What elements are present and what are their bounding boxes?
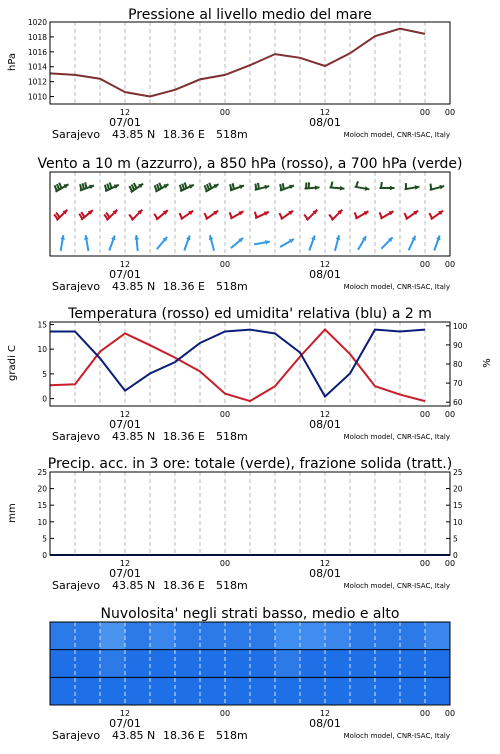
wind-barb [129,183,143,192]
wind-barb [180,183,194,192]
wind-barb [329,210,342,221]
hour-tick-label: 12 [120,559,130,568]
wind-barb-feather [110,183,112,189]
location-lat: 43.85 N [112,430,155,443]
wind-barb [109,235,115,250]
cloud-cell [275,622,301,650]
y-tick-label: 25 [453,468,463,477]
cloud-cell [225,622,251,650]
wind-barb [84,235,89,251]
cloud-cell [325,677,351,705]
wind-barb-feather [105,185,107,191]
cloud-cell [150,650,176,678]
cloud-cell [425,650,451,678]
wind-barb-feather [230,212,232,218]
location-name: Sarajevo [52,128,100,141]
location-elev: 518m [216,579,248,592]
y-tick-label: 20 [37,485,47,494]
wind-barb [155,183,169,192]
cloud-cell [275,677,301,705]
date-label: 07/01 [109,268,141,281]
wind-barb [409,236,416,251]
hour-tick-label: 00 [445,108,455,117]
wind-barb-feather [205,185,207,191]
y-tick-label: 70 [453,379,463,388]
wind-barb [79,210,93,220]
wind-barb-feather [356,181,358,187]
y-tick-label: 1018 [28,33,47,42]
wind-barb [231,238,243,248]
y-tick-label: 0 [42,395,47,404]
temp-rh-title: Temperatura (rosso) ed umidita' relativa (blu) a 2 m [67,306,432,322]
location-lon: 18.36 E [163,729,205,742]
cloud-cell [250,622,276,650]
wind-barb-feather [57,184,59,190]
y-tick-label: 0 [453,551,458,560]
wind-barb-feather [331,182,332,188]
y-tick-label: 1012 [28,78,47,87]
hour-tick-label: 00 [220,559,230,568]
wind-barb [304,210,317,221]
location-elev: 518m [216,430,248,443]
location-lat: 43.85 N [112,128,155,141]
cloud-cell [150,622,176,650]
wind-barb-feather [59,183,61,189]
wind-barb [205,183,219,192]
y-tick-label: 5 [42,370,47,379]
cloud-cell [150,677,176,705]
cloud-cell [125,622,151,650]
location-lon: 18.36 E [163,128,205,141]
wind-barb-feather [85,182,86,188]
precip-ylabel: mm [7,503,18,522]
wind-barb [184,235,190,250]
hour-tick-label: 00 [420,108,430,117]
wind-barb-feather [255,184,256,190]
hour-tick-label: 00 [220,260,230,269]
cloud-cell [175,622,201,650]
hour-tick-label: 00 [220,108,230,117]
cloud-cell [50,622,76,650]
temp-rh-panel [7,306,493,443]
cloud-cell [300,677,326,705]
cloud-cell [300,622,326,650]
cloud-cell [350,622,376,650]
humidity-series-line [50,330,425,397]
date-label: 08/01 [309,116,341,129]
wind-barb [54,210,67,221]
y-tick-label: 10 [453,518,463,527]
cloud-cell [100,622,126,650]
wind-barb-feather [159,183,161,189]
wind-barb-feather [55,185,57,191]
cloud-cell [400,677,426,705]
cloud-cell [100,677,126,705]
wind-barb [255,212,269,219]
date-label: 07/01 [109,418,141,431]
pressure-panel [7,7,455,141]
cloud-cell [75,622,101,650]
wind-barb [380,211,394,219]
wind-barb [154,210,168,220]
cloud-cell [275,650,301,678]
wind-barb-feather [207,184,209,190]
cloud-cell [250,650,276,678]
hour-tick-label: 00 [420,410,430,419]
wind-barb-feather [107,184,109,190]
wind-barb [355,181,370,191]
wind-barb [429,211,443,220]
wind-barb [434,235,440,250]
y-tick-label: 10 [37,518,47,527]
hour-tick-label: 00 [220,709,230,718]
precip-panel [7,456,463,592]
wind-barb [335,235,340,250]
wind-barb [204,211,218,220]
date-label: 08/01 [309,717,341,730]
wind-barb-feather [180,185,182,191]
pressure-series-line [50,29,425,97]
wind-barb-feather [155,185,157,191]
y-tick-label: 1016 [28,48,47,57]
y-tick-label: 1014 [28,63,47,72]
y-tick-label: 5 [453,534,458,543]
wind-barb-feather [185,183,187,189]
y-tick-label: 0 [42,551,47,560]
cloud-cell [50,677,76,705]
wind-barb-feather [404,213,407,218]
wind-barb-feather [304,214,308,219]
cloud-cell [125,677,151,705]
cloud-cell [425,622,451,650]
wind-barb-feather [355,212,357,218]
location-elev: 518m [216,729,248,742]
hour-tick-label: 12 [320,410,330,419]
wind-barb [179,211,193,220]
wind-barb-feather [230,184,231,190]
cloud-cell [425,677,451,705]
model-credit: Moloch model, CNR-ISAC, Italy [344,732,450,740]
wind-barb [60,235,65,251]
hour-tick-label: 00 [445,709,455,718]
y-tick-label: 60 [453,398,463,407]
hour-tick-label: 00 [420,559,430,568]
wind-barb [280,183,294,190]
cloud-cell [50,650,76,678]
cloud-cell [400,650,426,678]
wind-barb-feather [280,184,281,190]
wind-barb-head [315,185,320,190]
location-elev: 518m [216,128,248,141]
hour-tick-label: 00 [445,410,455,419]
hour-tick-label: 12 [120,410,130,419]
wind-barb-feather [430,184,431,190]
wind-barb-feather [157,184,159,190]
date-label: 08/01 [309,268,341,281]
y-tick-label: 15 [37,320,47,329]
wind-barb-feather [154,214,157,219]
location-name: Sarajevo [52,280,100,293]
hour-tick-label: 12 [320,260,330,269]
y-tick-label: 25 [37,468,47,477]
wind-barb-head [340,186,345,191]
wind-barb [430,184,444,190]
model-credit: Moloch model, CNR-ISAC, Italy [344,131,450,139]
wind-barb-feather [209,183,211,189]
y-tick-label: 15 [37,501,47,510]
wind-barb [157,237,167,249]
wind-panel [37,156,462,293]
cloud-cell [75,677,101,705]
location-name: Sarajevo [52,729,100,742]
cloud-cell [200,677,226,705]
wind-barb [355,211,369,219]
wind-barb [104,210,117,221]
cloud-cell [400,622,426,650]
cloud-cell [125,650,151,678]
pressure-title: Pressione al livello medio del mare [128,7,372,23]
location-elev: 518m [216,280,248,293]
cloud-cell [375,650,401,678]
wind-barb [105,183,119,192]
wind-barb-feather [255,212,257,218]
wind-barb [330,182,345,191]
wind-barb [55,183,69,192]
wind-barb [380,182,395,190]
cloud-cell [225,650,251,678]
wind-barb-feather [283,183,284,189]
date-label: 07/01 [109,116,141,129]
y-tick-label: 100 [453,322,468,331]
hour-tick-label: 00 [445,559,455,568]
wind-barb [129,210,142,221]
location-lat: 43.85 N [112,729,155,742]
wind-barb [230,183,244,190]
cloud-cell [200,650,226,678]
wind-barb-feather [129,214,133,219]
wind-barb [255,183,269,190]
wind-barb [405,183,420,190]
precip-title: Precip. acc. in 3 ore: totale (verde), frazione solida (tratt.) [48,456,452,472]
y-tick-label: 15 [453,501,463,510]
hour-tick-label: 12 [120,260,130,269]
wind-barb [279,211,293,220]
wind-barb-feather [429,213,432,218]
wind-title: Vento a 10 m (azzurro), a 850 hPa (rosso), a 700 hPa (verde) [37,156,462,172]
wind-barb-feather [258,183,259,189]
wind-barb [209,235,214,250]
hour-tick-label: 00 [220,410,230,419]
y-tick-label: 10 [37,345,47,354]
location-lon: 18.36 E [163,430,205,443]
cloud-cell [175,677,201,705]
cloud-cell [100,650,126,678]
wind-barb [305,182,320,190]
rh-ylabel: % [482,358,493,368]
hour-tick-label: 00 [420,260,430,269]
wind-barb-feather [83,183,84,189]
y-tick-label: 1010 [28,93,47,102]
location-lat: 43.85 N [112,579,155,592]
y-tick-label: 90 [453,341,463,350]
wind-barb-feather [279,213,282,218]
wind-barb [309,235,315,250]
wind-barb [404,211,418,220]
date-label: 08/01 [309,567,341,580]
wind-barb-head [134,235,139,240]
wind-barb [230,211,244,219]
location-name: Sarajevo [52,579,100,592]
cloud-cell [350,677,376,705]
wind-barb-feather [182,184,184,190]
cloud-cell [75,650,101,678]
model-credit: Moloch model, CNR-ISAC, Italy [344,283,450,291]
wind-barb-feather [381,182,382,188]
cloud-cell [225,677,251,705]
wind-barb [80,182,94,190]
wind-barb [280,239,294,247]
pressure-ylabel: hPa [7,53,18,71]
location-name: Sarajevo [52,430,100,443]
y-tick-label: 1020 [28,18,47,27]
wind-barb [134,235,139,251]
cloud-cell [200,622,226,650]
cloud-cell [300,650,326,678]
model-credit: Moloch model, CNR-ISAC, Italy [344,582,450,590]
wind-barb-feather [179,213,182,218]
wind-barb-feather [233,183,234,189]
wind-barb-feather [204,213,207,218]
wind-barb [254,240,270,245]
wind-barb-head [390,186,394,191]
location-lat: 43.85 N [112,280,155,293]
hour-tick-label: 00 [445,260,455,269]
wind-barb [358,236,366,250]
hour-tick-label: 12 [320,559,330,568]
y-tick-label: 80 [453,360,463,369]
y-tick-label: 5 [42,534,47,543]
hour-tick-label: 12 [120,709,130,718]
wind-barb [381,237,392,248]
location-lon: 18.36 E [163,280,205,293]
hour-tick-label: 12 [120,108,130,117]
clouds-panel [50,606,455,742]
y-tick-label: 20 [453,485,463,494]
temp-ylabel: gradi C [7,345,18,381]
date-label: 08/01 [309,418,341,431]
hour-tick-label: 12 [320,108,330,117]
hour-tick-label: 00 [420,709,430,718]
cloud-cell [350,650,376,678]
pressure-frame [50,22,450,104]
wind-barb-feather [80,184,81,190]
location-lon: 18.36 E [163,579,205,592]
cloud-cell [325,622,351,650]
cloud-cell [325,650,351,678]
clouds-title: Nuvolosita' negli strati basso, medio e alto [101,606,400,622]
cloud-cell [375,622,401,650]
cloud-cell [175,650,201,678]
date-label: 07/01 [109,717,141,730]
cloud-cell [375,677,401,705]
model-credit: Moloch model, CNR-ISAC, Italy [344,433,450,441]
wind-barb-feather [329,214,333,219]
wind-barb-feather [380,212,382,218]
cloud-cell [250,677,276,705]
hour-tick-label: 12 [320,709,330,718]
date-label: 07/01 [109,567,141,580]
